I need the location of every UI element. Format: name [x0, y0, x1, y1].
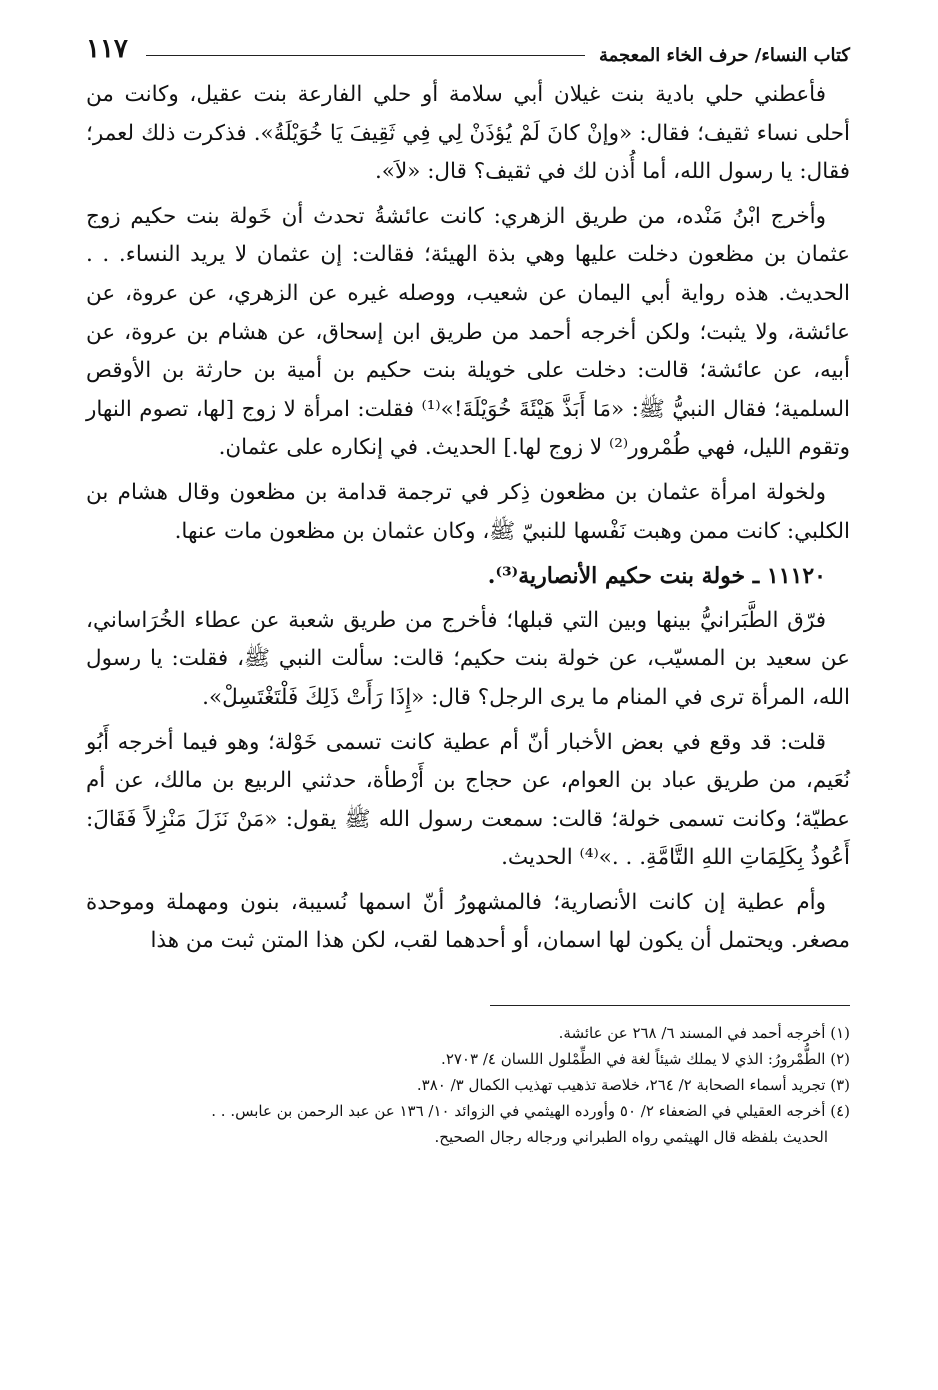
paragraph: فرّق الطَّبَرانيُّ بينها وبين التي قبلها؛ فأخرج من طريق شعبة عن عطاء الخُرَاساني، عن سعيد بن المسيّب، عن خولة بنت حكيم؛ قالت: سألت النبي ﷺ، فقلت: يا رسول الله، المرأة ترى في المنام ما يرى الرجل؟ قال: «إِذَا رَأَتْ ذَلِكَ فَلْتَغْتَسِلْ».: [86, 607, 850, 710]
header-rule: [146, 55, 585, 56]
footnote: (١) أخرجه أحمد في المسند ٦/ ٢٦٨ عن عائشة.: [558, 1024, 850, 1043]
footnotes: [86, 1020, 850, 1150]
page-number: ١١٧: [86, 34, 128, 64]
page-header: [86, 18, 850, 68]
main-text: [86, 76, 850, 961]
running-title: كتاب النساء/ حرف الخاء المعجمة: [598, 45, 850, 66]
paragraph: قلت: قد وقع في بعض الأخبار أنّ أم عطية كانت تسمى خَوْلة؛ وهو فيما أخرجه أَبُو نُعَيم، من طريق عباد بن العوام، عن حجاج بن أَرْطأة، حدثني الربيع بن مالك، عن أم عطيّة؛ وكانت تسمى خولة؛ قالت: سمعت رسول الله ﷺ يقول: «مَنْ نَزَلَ مَنْزِلاً فَقَالَ: أَعُوذُ بِكَلِمَاتِ اللهِ التَّامَّةِ. . .»⁽⁴⁾ الحديث.: [86, 729, 850, 871]
footnote: (٢) الطُّمْرورُ: الذي لا يملك شيئاً لغة في الطِّمْلول اللسان ٤/ ٢٧٠٣.: [441, 1050, 850, 1069]
footnote-divider: [490, 1005, 850, 1006]
footnote-continuation: الحديث بلفظه قال الهيثمي رواه الطبراني ورجاله رجال الصحيح.: [434, 1128, 828, 1147]
paragraph: فأعطني حلي بادية بنت غيلان أبي سلامة أو حلي الفارعة بنت عقيل، وكانت من أحلى نساء ثقيف؛ فقال: «وإنْ كانَ لَمْ يُؤذَنْ لِي فِي ثَقِيفَ يَا خُوَيْلَةُ». فذكرت ذلك لعمر؛ فقال: يا رسول الله، أما أُذن لك في ثقيف؟ قال: «لاَ».: [86, 82, 850, 185]
footnote: (٤) أخرجه العقيلي في الضعفاء ٢/ ٥٠ وأورده الهيثمي في الزوائد ١٠/ ١٣٦ عن عبد الرحمن بن عابس. . .: [211, 1102, 850, 1121]
entry-heading: ١١١٢٠ ـ خولة بنت حكيم الأنصارية⁽³⁾.: [487, 563, 826, 590]
footnote: (٣) تجريد أسماء الصحابة ٢/ ٢٦٤، خلاصة تذهيب تهذيب الكمال ٣/ ٣٨٠.: [416, 1076, 850, 1095]
paragraph: وأخرج ابْنُ مَنْده، من طريق الزهري: كانت عائشةُ تحدث أن خَولة بنت حكيم زوج عثمان بن مظعون دخلت عليها وهي بذة الهيئة؛ فقالت: إن عثمان لا يريد النساء. . . الحديث. هذه رواية أبي اليمان عن شعيب، ووصله غيره عن الزهري، عن عروة، عن عائشة، ولا يثبت؛ ولكن أخرجه أحمد من طريق ابن إسحاق، عن هشام بن عروة، عن أبيه، عن عائشة؛ قالت: دخلت على خويلة بنت حكيم بن أمية بن حارثة بن الأوقص السلمية؛ فقال النبيُّ ﷺ: «مَا أَبَذَّ هَيْئَةَ خُوَيْلَةَ!»⁽¹⁾ فقلت: امرأة لا زوج [لها، تصوم النهار وتقوم الليل، فهي طُمْرور⁽²⁾ لا زوج لها.] الحديث. في إنكاره على عثمان.: [86, 203, 851, 461]
paragraph: وأم عطية إن كانت الأنصارية؛ فالمشهورُ أنّ اسمها نُسيبة، بنون ومهملة وموحدة مصغر. ويحتمل أن يكون لها اسمان، أو أحدهما لقب، لكن هذا المتن ثبت من هذا: [86, 889, 850, 954]
paragraph: ولخولة امرأة عثمان بن مظعون ذِكر في ترجمة قدامة بن مظعون وقال هشام بن الكلبي: كانت ممن وهبت نَفْسها للنبيّ ﷺ، وكان عثمان بن مظعون مات عنها.: [86, 479, 850, 544]
